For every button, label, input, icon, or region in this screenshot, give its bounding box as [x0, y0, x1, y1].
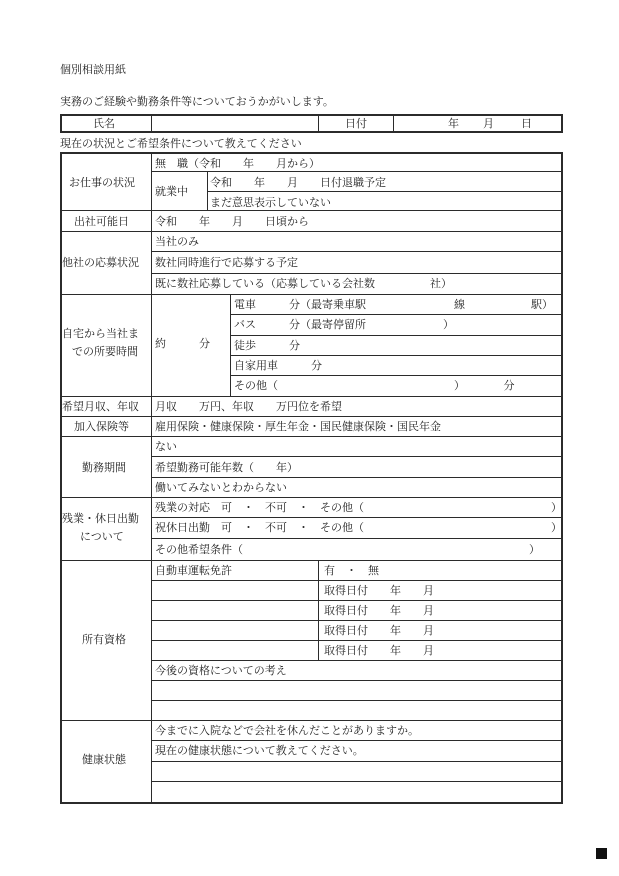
salary-label: 希望月収、年収	[62, 400, 139, 413]
name-label: 氏名	[93, 117, 115, 130]
applications-label: 他社の応募状況	[62, 256, 139, 269]
work-resign-plan[interactable]: 令和 年 月 日付退職予定	[210, 176, 386, 189]
commute-car[interactable]: 自家用車 分	[234, 359, 322, 372]
holiday-work[interactable]: 祝休日出勤 可 ・ 不可 ・ その他（ ）	[155, 521, 562, 534]
qualification-thoughts[interactable]: 今後の資格についての考え	[155, 664, 287, 677]
applications-applied[interactable]: 既に数社応募している（応募している会社数 社）	[155, 277, 452, 290]
applications-multiple[interactable]: 数社同時進行で応募する予定	[155, 256, 298, 269]
section-heading: 現在の状況とご希望条件について教えてください	[60, 137, 302, 150]
other-conditions[interactable]: その他希望条件（ ）	[155, 543, 540, 556]
work-undecided[interactable]: まだ意思表示していない	[210, 196, 331, 209]
work-label: お仕事の状況	[69, 176, 135, 189]
date-label: 日付	[345, 117, 367, 130]
date-month: 月	[483, 117, 494, 130]
acquired-date-2[interactable]: 取得日付 年 月	[324, 604, 434, 617]
acquired-date-4[interactable]: 取得日付 年 月	[324, 644, 434, 657]
period-none[interactable]: ない	[155, 440, 177, 453]
commute-walk[interactable]: 徒歩 分	[234, 339, 300, 352]
health-question-1[interactable]: 今までに入院などで会社を休んだことがありますか。	[155, 724, 419, 737]
work-employed[interactable]: 就業中	[155, 185, 188, 198]
license-value[interactable]: 有 ・ 無	[324, 564, 379, 577]
commute-train[interactable]: 電車 分（最寄乗車駅 線 駅）	[234, 298, 553, 311]
commute-label-2: での所要時間	[72, 345, 138, 358]
commute-approx[interactable]: 約 分	[155, 337, 210, 350]
form-title: 個別相談用紙	[60, 63, 126, 76]
date-field[interactable]	[395, 116, 560, 131]
insurance-value[interactable]: 雇用保険・健康保険・厚生年金・国民健康保険・国民年金	[155, 420, 441, 433]
commute-other[interactable]: その他（ ） 分	[234, 379, 515, 392]
insurance-label: 加入保険等	[74, 420, 129, 433]
period-unknown[interactable]: 働いてみないとわからない	[155, 481, 287, 494]
salary-value[interactable]: 月収 万円、年収 万円位を希望	[155, 400, 342, 413]
period-years[interactable]: 希望勤務可能年数（ 年）	[155, 461, 298, 474]
health-label: 健康状態	[82, 753, 126, 766]
name-field[interactable]	[153, 116, 317, 131]
date-year: 年	[448, 117, 459, 130]
acquired-date-1[interactable]: 取得日付 年 月	[324, 584, 434, 597]
overtime-label-1: 残業・休日出勤	[62, 512, 139, 525]
overtime-label-2: について	[80, 530, 124, 543]
license-label: 自動車運転免許	[155, 564, 232, 577]
start-label: 出社可能日	[74, 215, 129, 228]
acquired-date-3[interactable]: 取得日付 年 月	[324, 624, 434, 637]
date-day: 日	[521, 117, 532, 130]
corner-marker	[596, 848, 607, 859]
commute-label-1: 自宅から当社ま	[62, 327, 139, 340]
applications-only[interactable]: 当社のみ	[155, 235, 199, 248]
start-value[interactable]: 令和 年 月 日頃から	[155, 215, 309, 228]
form-intro: 実務のご経験や勤務条件等についておうかがいします。	[60, 95, 334, 108]
health-question-2[interactable]: 現在の健康状態について教えてください。	[155, 744, 364, 757]
period-label: 勤務期間	[82, 461, 126, 474]
work-unemployed[interactable]: 無 職（令和 年 月から）	[155, 157, 320, 170]
overtime-response[interactable]: 残業の対応 可 ・ 不可 ・ その他（ ）	[155, 501, 562, 514]
qualifications-label: 所有資格	[82, 633, 126, 646]
commute-bus[interactable]: バス 分（最寄停留所 ）	[234, 318, 454, 331]
